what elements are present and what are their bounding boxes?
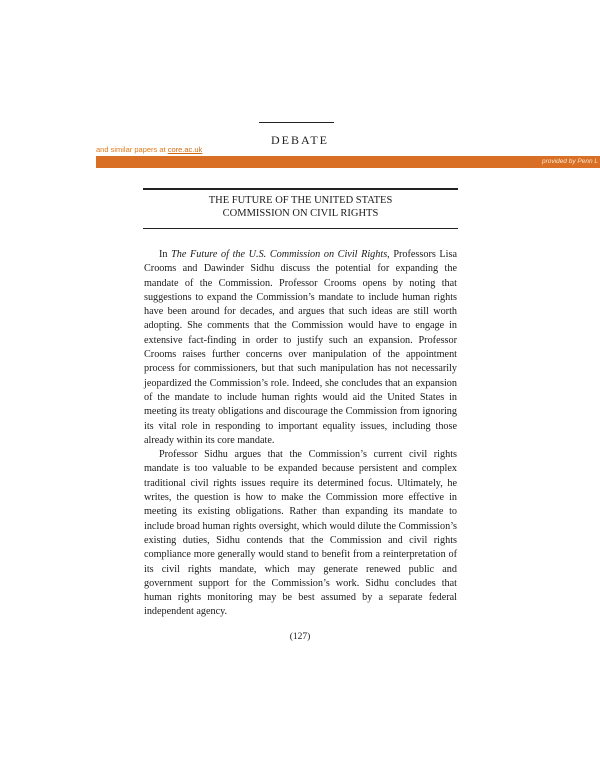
core-banner-bar[interactable]	[96, 156, 600, 168]
core-attribution	[96, 145, 202, 154]
page-number: (127)	[289, 632, 311, 642]
section-label: DEBATE	[271, 133, 329, 144]
paragraph-1	[144, 248, 457, 448]
section-label-clip	[0, 132, 600, 144]
article-body	[144, 248, 457, 620]
core-link[interactable]: core.ac.uk	[167, 145, 203, 154]
header-rule	[259, 122, 334, 123]
core-attribution-text: and similar papers at	[96, 145, 168, 154]
paragraph-2: Professor Sidhu argues that the Commission’s current civil rights mandate is too valuable to be expanded because persistent and complex traditional civil rights issues require its determined focus. Ultimately, he writes, the question is how to make the Commission more effective in meeting its existing obligations. Rather than expanding its mandate to include broad human rights oversight, which would dilute the Commission’s existing duties, Sidhu contends that the Commission and civil rights compliance more generally would stand to benefit from a reinterpretation of its civil rights mandate, which may generate renewed public and government support for the Commission’s work. Sidhu concludes that human rights monitoring may be best assumed by a separate federal independent agency.	[144, 449, 457, 618]
paragraph-1-intro: In	[159, 249, 172, 260]
paragraph-1-text: , Professors Lisa Crooms and Dawinder Sidhu discuss the potential for expanding the mandate of the Commission. Professor Crooms opens by noting that suggestions to expand the Commission’s mandate to include human rights have been around for decades, and argues that such ideas are still worth adopting. She comments that the Commission would have to engage in extensive fact-finding in order to justify such an expansion. Professor Crooms raises further concerns over manipulation of the appointment process for commissioners, but that such manipulation has not necessarily jeopardized the Commission’s role. Indeed, she concludes that an expansion of the mandate to include human rights would aid the United States in meeting its treaty obligations and discourage the Commission from ignoring its vital role in responding to important equality issues, including those already within its core mandate.	[144, 249, 457, 446]
title-line-1: THE FUTURE OF THE UNITED STATES	[208, 195, 393, 206]
provided-by-text[interactable]: provided by Penn L	[541, 158, 598, 165]
article-title	[143, 188, 458, 229]
book-title: The Future of the U.S. Commission on Civil Rights	[171, 249, 388, 260]
title-line-2: COMMISSION ON CIVIL RIGHTS	[222, 207, 379, 219]
